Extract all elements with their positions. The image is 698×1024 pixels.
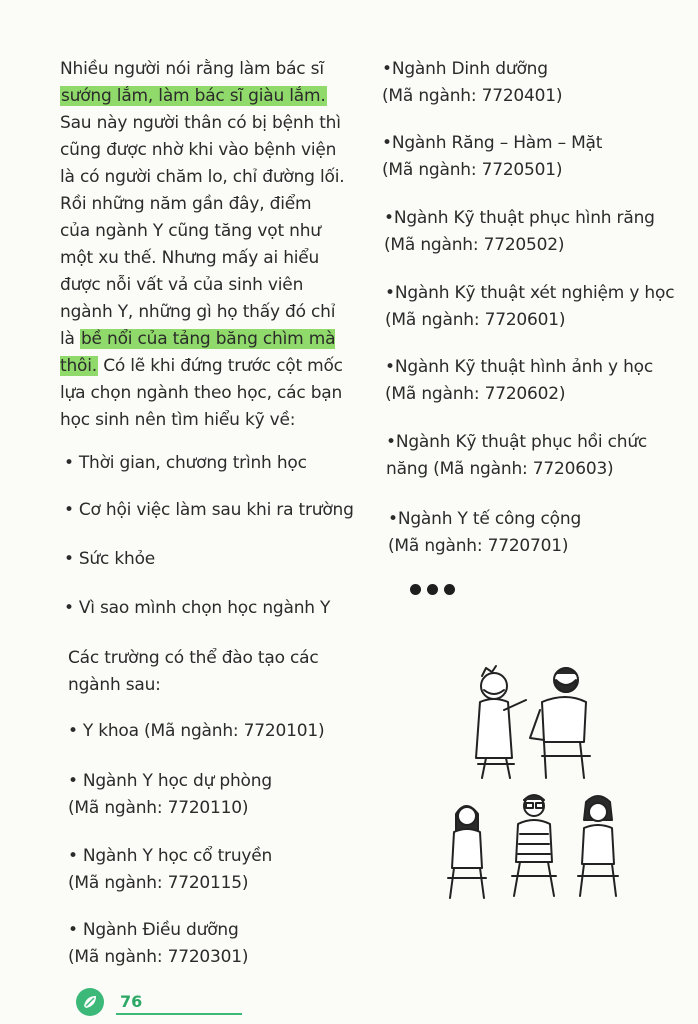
major-code: (Mã ngành: 7720301) (68, 947, 249, 967)
students-illustration (440, 792, 620, 902)
major-item: •Ngành Y tế công cộng (Mã ngành: 7720701) (388, 506, 688, 560)
major-code: (Mã ngành: 7720501) (382, 160, 563, 180)
highlight-1: sướng lắm, làm bác sĩ giàu lắm. (61, 86, 326, 106)
major-code: (Mã ngành: 7720502) (384, 235, 565, 255)
major-code: (Mã ngành: 7720115) (68, 873, 249, 893)
intro-text-2: Sau này người thân có bị bệnh thì cũng được nhờ khi vào bệnh viện là có người chăm lo, chỉ đường lối. Rồi những năm gần đây, điểm của ngành Y cũng tăng vọt như một xu thế. Nhưng mấy ai hiểu được nỗi vất vả của sinh viên ngành Y, những gì họ thấy đó chỉ là (60, 113, 345, 349)
footer-divider (116, 1013, 242, 1015)
major-item: •Ngành Kỹ thuật xét nghiệm y học (Mã ngành: 7720601) (385, 280, 690, 334)
consideration-item: • Vì sao mình chọn học ngành Y (64, 598, 331, 618)
page-number: 76 (120, 992, 143, 1011)
major-code: (Mã ngành: 7720602) (385, 384, 566, 404)
ellipsis-dots-icon (410, 584, 455, 595)
consideration-item: • Cơ hội việc làm sau khi ra trường (64, 500, 354, 520)
page-footer (76, 988, 166, 1014)
major-item: •Ngành Kỹ thuật phục hồi chức năng (Mã ngành: 7720603) (386, 432, 648, 479)
schools-intro: Các trường có thể đào tạo các ngành sau: (68, 648, 319, 695)
consideration-item: • Thời gian, chương trình học (64, 453, 307, 473)
consideration-item: • Sức khỏe (64, 549, 156, 569)
major-item: • Ngành Y học cổ truyền (Mã ngành: 7720115) (68, 843, 348, 897)
major-item: • Y khoa (Mã ngành: 7720101) (68, 721, 325, 741)
major-code: (Mã ngành: 7720401) (382, 86, 563, 106)
major-item: •Ngành Dinh dưỡng (Mã ngành: 7720401) (382, 56, 682, 110)
intro-text-3: Có lẽ khi đứng trước cột mốc lựa chọn ngành theo học, các bạn học sinh nên tìm hiểu kỹ về: (60, 356, 343, 430)
major-item: •Ngành Kỹ thuật phục hình răng (Mã ngành: 7720502) (384, 205, 684, 259)
major-code: (Mã ngành: 7720601) (385, 310, 566, 330)
highlight-2: bề nổi của tảng băng chìm mà thôi. (60, 329, 336, 376)
major-item: • Ngành Điều dưỡng (Mã ngành: 7720301) (68, 917, 348, 971)
leaf-icon (76, 988, 104, 1016)
major-code: (Mã ngành: 7720110) (68, 798, 249, 818)
intro-text-1: Nhiều người nói rằng làm bác sĩ (60, 59, 324, 79)
major-code: (Mã ngành: 7720701) (388, 536, 569, 556)
major-item: •Ngành Răng – Hàm – Mặt (Mã ngành: 7720501) (382, 130, 682, 184)
intro-paragraph (60, 56, 345, 434)
major-item: • Ngành Y học dự phòng (Mã ngành: 7720110) (68, 768, 348, 822)
dentist-illustration (468, 660, 598, 784)
major-item: •Ngành Kỹ thuật hình ảnh y học (Mã ngành: 7720602) (385, 354, 685, 408)
